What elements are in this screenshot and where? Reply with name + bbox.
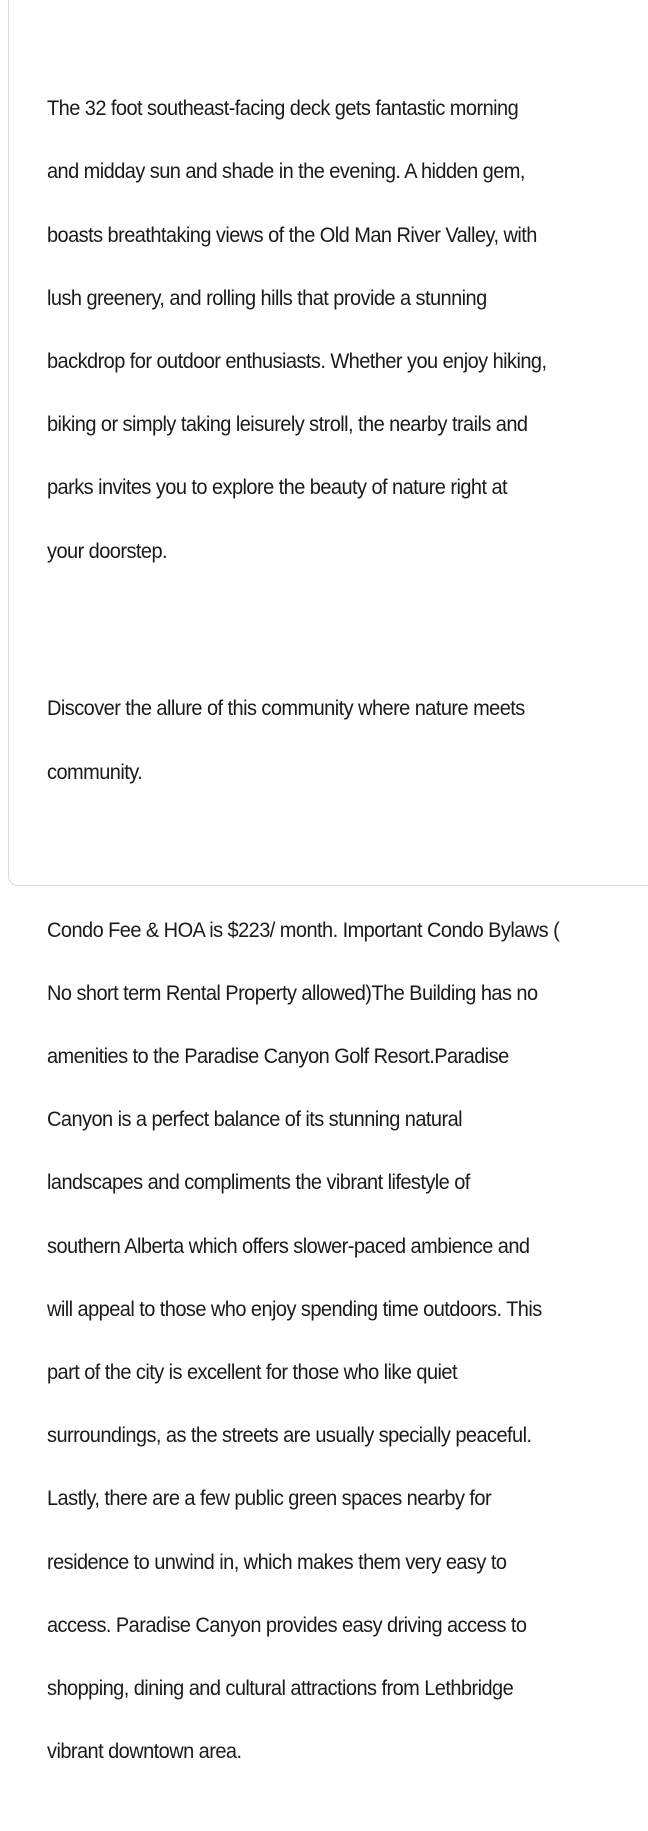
text-line: backdrop for outdoor enthusiasts. Whether you enjoy hiking, xyxy=(47,348,547,373)
text-line: Lastly, there are a few public green spaces nearby for xyxy=(47,1486,492,1511)
text-line: southern Alberta which offers slower-paced ambience and xyxy=(47,1233,530,1258)
text-line: lush greenery, and rolling hills that provide a stunning xyxy=(47,285,487,310)
paragraph-condo-fee-and-area xyxy=(47,883,605,1799)
text-line: access. Paradise Canyon provides easy driving access to xyxy=(47,1612,527,1637)
text-line: part of the city is excellent for those who like quiet xyxy=(47,1359,457,1384)
text-line: Discover the allure of this community where nature meets xyxy=(47,696,525,721)
text-line: Condo Fee & HOA is $223/ month. Important Condo Bylaws ( xyxy=(47,917,560,942)
text-line: and midday sun and shade in the evening. A hidden gem, xyxy=(47,159,525,184)
text-line: vibrant downtown area. xyxy=(47,1739,242,1764)
text-line: residence to unwind in, which makes them very easy to xyxy=(47,1549,507,1574)
text-line: boasts breathtaking views of the Old Man River Valley, with xyxy=(47,222,537,247)
text-line: Canyon is a perfect balance of its stunning natural xyxy=(47,1107,463,1132)
text-line: amenities to the Paradise Canyon Golf Resort.Paradise xyxy=(47,1044,509,1068)
text-line: surroundings, as the streets are usually specially peaceful. xyxy=(47,1423,532,1448)
text-line: your doorstep. xyxy=(47,538,168,563)
paragraph-deck-and-views xyxy=(47,62,605,599)
text-line: landscapes and compliments the vibrant lifestyle of xyxy=(47,1170,470,1195)
listing-description-text xyxy=(47,30,605,1831)
text-line: shopping, dining and cultural attractions from Lethbridge xyxy=(47,1675,514,1700)
paragraph-community xyxy=(47,662,605,820)
text-line: will appeal to those who enjoy spending time outdoors. This xyxy=(47,1296,542,1321)
text-line: The 32 foot southeast-facing deck gets fantastic morning xyxy=(47,96,519,121)
text-line: community. xyxy=(47,759,143,784)
text-line: parks invites you to explore the beauty of nature right at xyxy=(47,475,508,500)
text-line: No short term Rental Property allowed)The Building has no xyxy=(47,980,538,1005)
text-line: biking or simply taking leisurely stroll, the nearby trails and xyxy=(47,412,528,437)
